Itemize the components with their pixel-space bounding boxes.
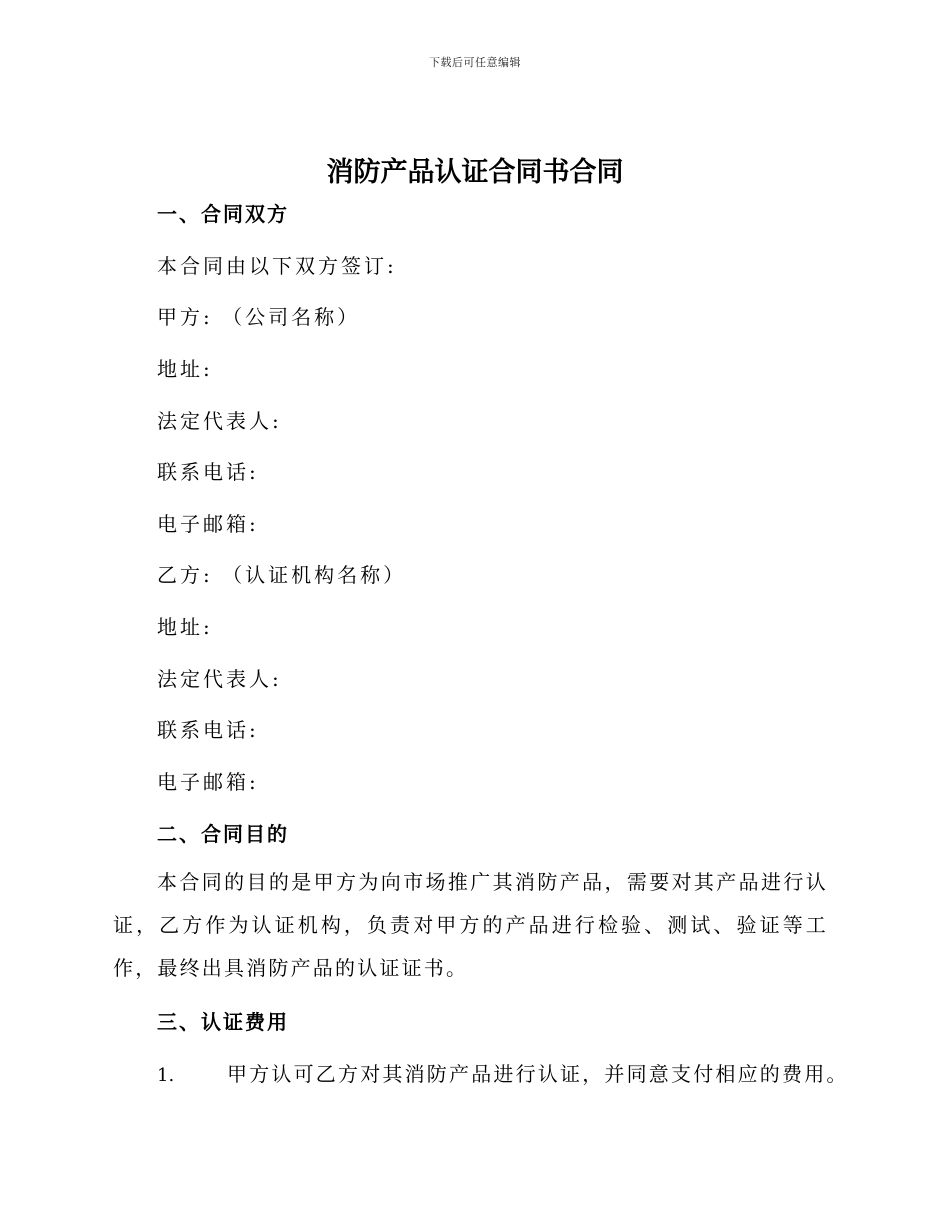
party-a-address: 地址:: [157, 357, 213, 381]
party-b-name: 乙方: （认证机构名称）: [157, 563, 407, 587]
document-title: 消防产品认证合同书合同: [326, 157, 624, 188]
section-1-intro: 本合同由以下双方签订:: [157, 254, 397, 278]
party-a-email: 电子邮箱:: [157, 512, 259, 536]
section-3-item-1: [157, 1058, 849, 1087]
party-b-email: 电子邮箱:: [157, 770, 259, 794]
party-a-name: 甲方: （公司名称）: [157, 305, 361, 329]
section-3-heading: 三、认证费用: [157, 1010, 289, 1034]
party-b-phone: 联系电话:: [157, 718, 259, 742]
list-item-number: 1.: [157, 1065, 175, 1086]
party-a-legal-rep: 法定代表人:: [157, 409, 282, 433]
section-2-body: 本合同的目的是甲方为向市场推广其消防产品，需要对其产品进行认证，乙方作为认证机构，负责对甲方的产品进行检验、测试、验证等工作，最终出具消防产品的认证证书。: [113, 870, 828, 980]
party-a-phone: 联系电话:: [157, 460, 259, 484]
party-b-address: 地址:: [157, 615, 213, 639]
list-item-text: 甲方认可乙方对其消防产品进行认证，并同意支付相应的费用。: [227, 1062, 849, 1086]
section-2-heading: 二、合同目的: [157, 822, 289, 846]
party-b-legal-rep: 法定代表人:: [157, 667, 282, 691]
page-header-note: 下载后可任意编辑: [429, 56, 521, 69]
section-1-heading: 一、合同双方: [157, 202, 289, 226]
